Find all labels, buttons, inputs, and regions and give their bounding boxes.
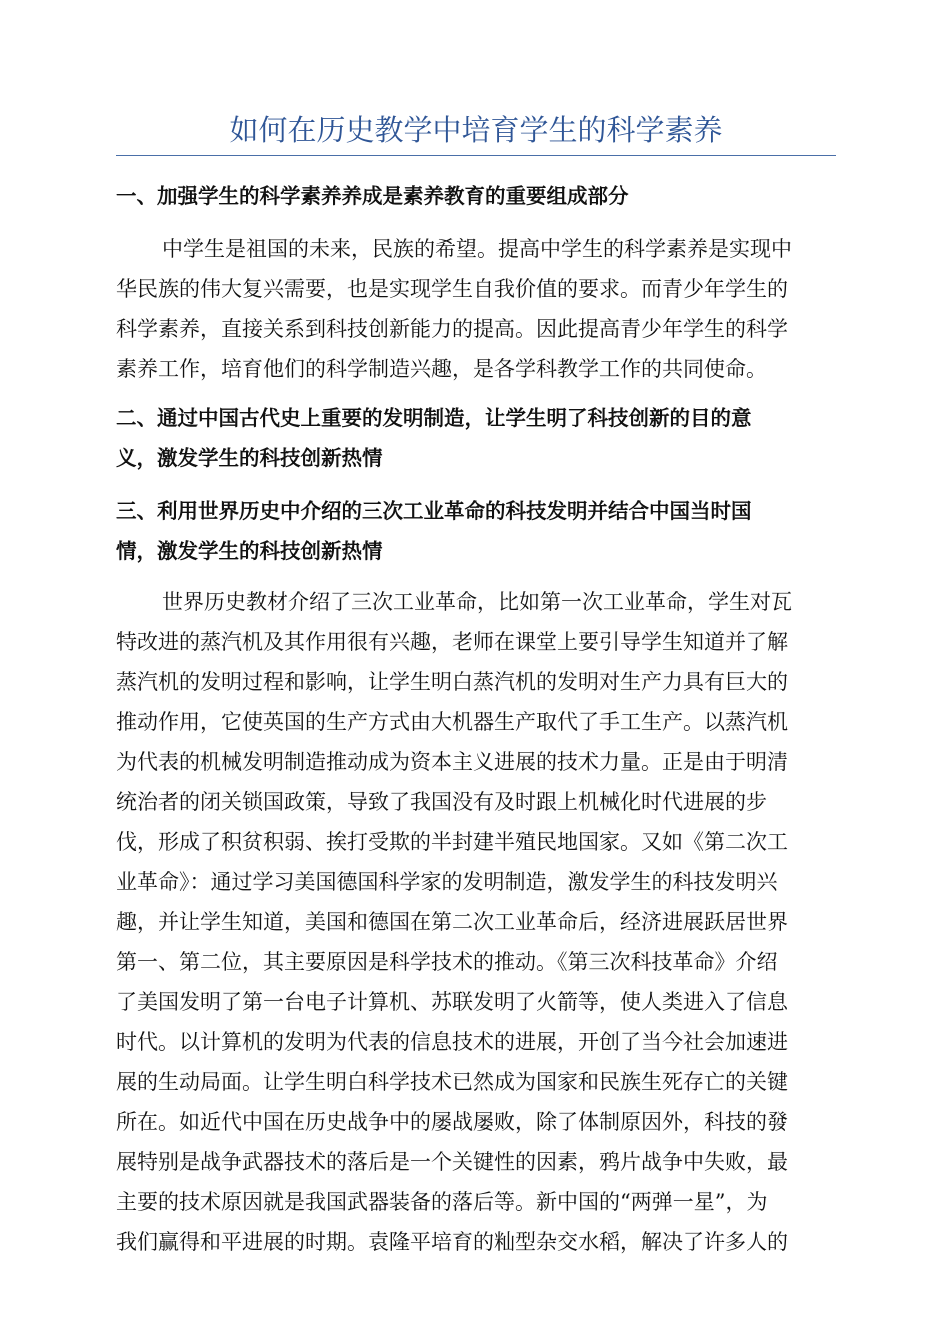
section-3-heading [116, 491, 836, 571]
paragraph-line: 展的生动局面。让学生明白科学技术已然成为国家和民族生死存亡的关键 [116, 1070, 788, 1094]
paragraph-line: 了美国发明了第一台电子计算机、苏联发明了火箭等，使人类进入了信息 [116, 990, 788, 1014]
paragraph-line: 所在。如近代中国在历史战争中的屡战屡败，除了体制原因外，科技的發 [116, 1110, 788, 1134]
paragraph-line: 展特别是战争武器技术的落后是一个关键性的因素，鸦片战争中失败，最 [116, 1150, 788, 1174]
section-3-heading-line: 情，激发学生的科技创新热情 [116, 539, 383, 563]
paragraph-line: 世界历史教材介绍了三次工业革命，比如第一次工业革命，学生对瓦 [162, 590, 792, 614]
paragraph-line: 中学生是祖国的未来，民族的希望。提高中学生的科学素养是实现中 [162, 237, 792, 261]
paragraph-line: 统治者的闭关锁国政策，导致了我国没有及时跟上机械化时代进展的步 [116, 790, 767, 814]
paragraph-line: 科学素养，直接关系到科技创新能力的提高。因此提高青少年学生的科学 [116, 317, 788, 341]
paragraph-line: 素养工作，培育他们的科学制造兴趣，是各学科教学工作的共同使命。 [116, 357, 767, 381]
paragraph-line: 我们赢得和平进展的时期。袁隆平培育的籼型杂交水稻，解决了许多人的 [116, 1230, 788, 1254]
section-1-heading-text: 一、加强学生的科学素养养成是素养教育的重要组成部分 [116, 184, 629, 208]
paragraph-line: 业革命》：通过学习美国德国科学家的发明制造，激发学生的科技发明兴 [116, 870, 778, 894]
section-2-heading-line: 二、通过中国古代史上重要的发明制造，让学生明了科技创新的目的意 [116, 406, 752, 430]
section-2-heading-line: 义，激发学生的科技创新热情 [116, 446, 383, 470]
paragraph-line: 蒸汽机的发明过程和影响，让学生明白蒸汽机的发明对生产力具有巨大的 [116, 670, 788, 694]
section-1-heading [116, 176, 836, 216]
paragraph-line: 时代。以计算机的发明为代表的信息技术的进展，开创了当今社会加速进 [116, 1030, 788, 1054]
document-title: 如何在历史教学中培育学生的科学素养 [229, 113, 723, 147]
section-3-paragraph [116, 582, 836, 1262]
paragraph-line: 为代表的机械发明制造推动成为资本主义进展的技术力量。正是由于明清 [116, 750, 788, 774]
paragraph-line: 特改进的蒸汽机及其作用很有兴趣，老师在课堂上要引导学生知道并了解 [116, 630, 788, 654]
paragraph-line: 第一、第二位，其主要原因是科学技术的推动。《第三次科技革命》介绍 [116, 950, 778, 974]
paragraph-line: 趣，并让学生知道，美国和德国在第二次工业革命后，经济进展跃居世界 [116, 910, 788, 934]
paragraph-line: 伐，形成了积贫积弱、挨打受欺的半封建半殖民地国家。又如《第二次工 [116, 830, 788, 854]
paragraph-line: 华民族的伟大复兴需要，也是实现学生自我价值的要求。而青少年学生的 [116, 277, 788, 301]
section-2-heading [116, 398, 836, 478]
section-3-heading-line: 三、利用世界历史中介绍的三次工业革命的科技发明并结合中国当时国 [116, 499, 752, 523]
paragraph-line: 推动作用，它使英国的生产方式由大机器生产取代了手工生产。以蒸汽机 [116, 710, 788, 734]
title-underline [116, 155, 836, 156]
paragraph-line: 主要的技术原因就是我国武器装备的落后等。新中国的“两弹一星”，为 [116, 1190, 768, 1214]
section-1-paragraph [116, 229, 836, 389]
